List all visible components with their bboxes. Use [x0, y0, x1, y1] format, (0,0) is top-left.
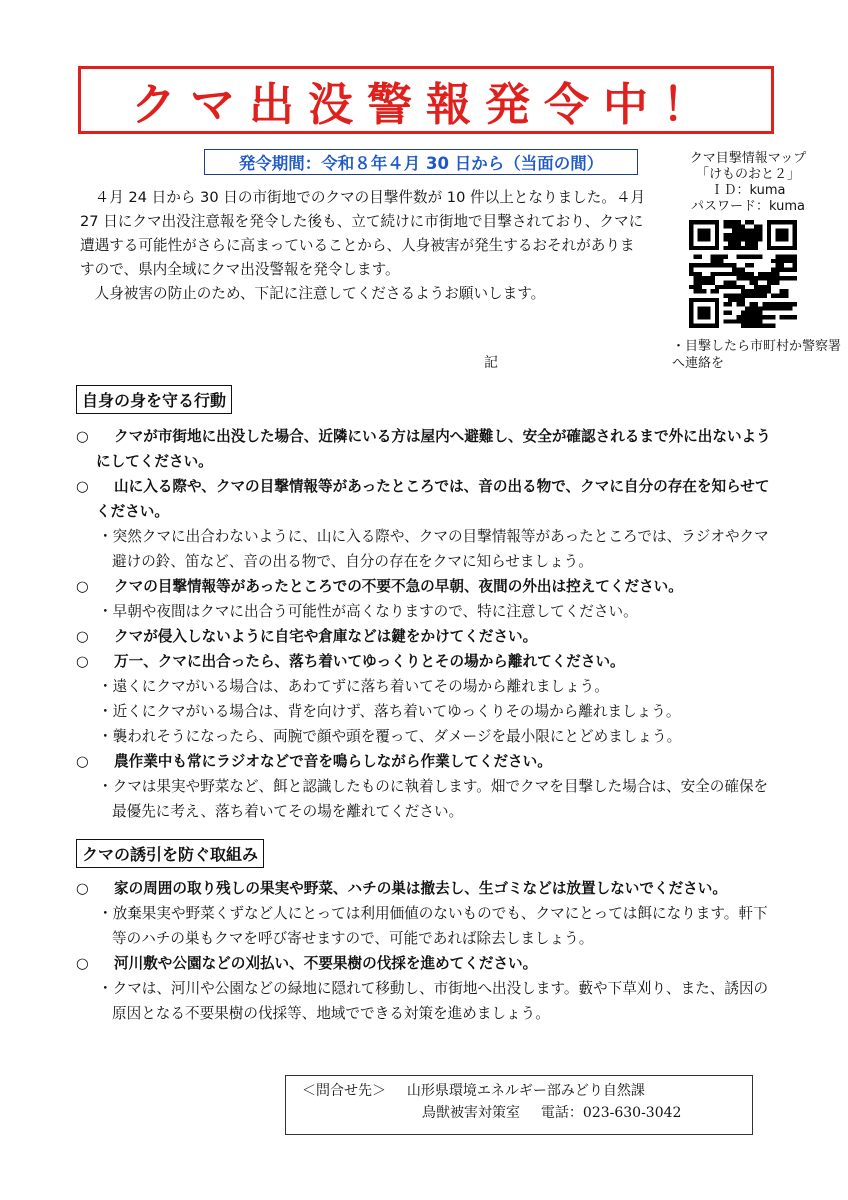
circle-bullet-icon: ○ [76, 653, 89, 670]
map-password: パスワード：kuma [691, 199, 805, 214]
self-protection-item [76, 624, 780, 649]
contact-label: ＜問合せ先＞ [302, 1083, 386, 1099]
self-protection-item-text: クマが侵入しないように自宅や倉庫などは鍵をかけてください。 [114, 628, 538, 645]
intro-paragraph-2: 人身被害の防止のため、下記に注意してくださるようお願いします。 [94, 285, 546, 302]
self-protection-item [76, 649, 780, 674]
self-protection-item [76, 424, 780, 474]
contact-phone: 電話：023-630-3042 [540, 1105, 682, 1121]
attraction-prevention-item-text: 河川敷や公園などの刈払い、不要果樹の伐採を進めてください。 [114, 955, 538, 972]
attraction-prevention-detail: ・放棄果実や野菜くずなど人にとっては利用価値のないものでも、クマにとっては餌になります。軒下等のハチの巣もクマを呼び寄せますので、可能であれば除去しましょう。 [98, 905, 768, 947]
section-self-protection-list [76, 424, 780, 824]
report-note: ・目撃したら市町村か警察署へ連絡を [672, 339, 842, 371]
issue-period: 発令期間：令和８年４月 30 日から（当面の間） [204, 149, 638, 175]
section-attraction-prevention-list [76, 876, 780, 1026]
attraction-prevention-item [76, 876, 780, 901]
map-title: クマ目撃情報マップ [689, 151, 807, 166]
title-banner [78, 66, 774, 134]
self-protection-item [76, 749, 780, 774]
attraction-prevention-item [76, 951, 780, 976]
self-protection-item [76, 574, 780, 599]
section-heading-attraction-prevention: クマの誘引を防ぐ取組み [76, 839, 264, 868]
circle-bullet-icon: ○ [76, 753, 89, 770]
self-protection-detail: ・突然クマに出合わないように、山に入る際や、クマの目撃情報等があったところでは、ラジオやクマ避けの鈴、笛など、音の出る物で、自分の存在をクマに知らせましょう。 [98, 528, 769, 570]
circle-bullet-icon: ○ [76, 628, 89, 645]
self-protection-item-text: 農作業中も常にラジオなどで音を鳴らしながら作業してください。 [114, 753, 552, 770]
self-protection-item-text: 万一、クマに出合ったら、落ち着いてゆっくりとその場から離れてください。 [114, 653, 625, 670]
self-protection-item-text: 山に入る際や、クマの目撃情報等があったところでは、音の出る物で、クマに自分の存在を知らせてください。 [96, 478, 770, 520]
self-protection-detail: ・遠くにクマがいる場合は、あわてずに落ち着いてその場から離れましょう。 [98, 678, 609, 695]
contact-office: 鳥獣被害対策室 [422, 1105, 520, 1121]
self-protection-detail: ・近くにクマがいる場合は、背を向けず、落ち着いてゆっくりその場から離れましょう。 [98, 703, 681, 720]
map-name: 「けものおと２」 [695, 167, 800, 182]
contact-department: 山形県環境エネルギー部みどり自然課 [406, 1083, 645, 1099]
ki-marker: 記 [484, 355, 498, 371]
self-protection-detail: ・早朝や夜間はクマに出合う可能性が高くなりますので、特に注意してください。 [98, 603, 638, 620]
self-protection-detail: ・クマは果実や野菜など、餌と認識したものに執着します。畑でクマを目撃した場合は、安全の確保を最優先に考え、落ち着いてその場を離れてください。 [98, 778, 769, 820]
self-protection-item-text: クマの目撃情報等があったところでの不要不急の早朝、夜間の外出は控えてください。 [114, 578, 683, 595]
map-info [664, 151, 832, 215]
attraction-prevention-item-text: 家の周囲の取り残しの果実や野菜、ハチの巣は撤去し、生ゴミなどは放置しないでください。 [114, 880, 727, 897]
qr-code-icon[interactable] [689, 220, 797, 328]
attraction-prevention-detail: ・クマは、河川や公園などの緑地に隠れて移動し、市街地へ出没します。藪や下草刈り、また、誘因の原因となる不要果樹の伐採等、地域でできる対策を進めましょう。 [98, 980, 769, 1022]
circle-bullet-icon: ○ [76, 955, 89, 972]
circle-bullet-icon: ○ [76, 578, 89, 595]
intro-paragraph-1: ４月 24 日から 30 日の市街地でのクマの目撃件数が 10 件以上となりました。４月 27 日にクマ出没注意報を発令した後も、立て続けに市街地で目撃されており、クマに遭遇する可能性がさらに高まっていることから、人身被害が発生するおそれがありますので、県内全域にクマ出没警報を発令します。 [80, 189, 646, 278]
page-title: クマ出没警報発令中！ [130, 77, 721, 131]
intro-text [80, 186, 648, 306]
contact-box [285, 1075, 753, 1135]
self-protection-item [76, 474, 780, 524]
circle-bullet-icon: ○ [76, 428, 89, 445]
self-protection-detail: ・襲われそうになったら、両腕で顔や頭を覆って、ダメージを最小限にとどめましょう。 [98, 728, 682, 745]
self-protection-item-text: クマが市街地に出没した場合、近隣にいる方は屋内へ避難し、安全が確認されるまで外に出ないようにしてください。 [96, 428, 771, 470]
map-id: ＩＤ：kuma [710, 183, 786, 198]
circle-bullet-icon: ○ [76, 880, 89, 897]
circle-bullet-icon: ○ [76, 478, 89, 495]
section-heading-self-protection: 自身の身を守る行動 [76, 385, 232, 414]
